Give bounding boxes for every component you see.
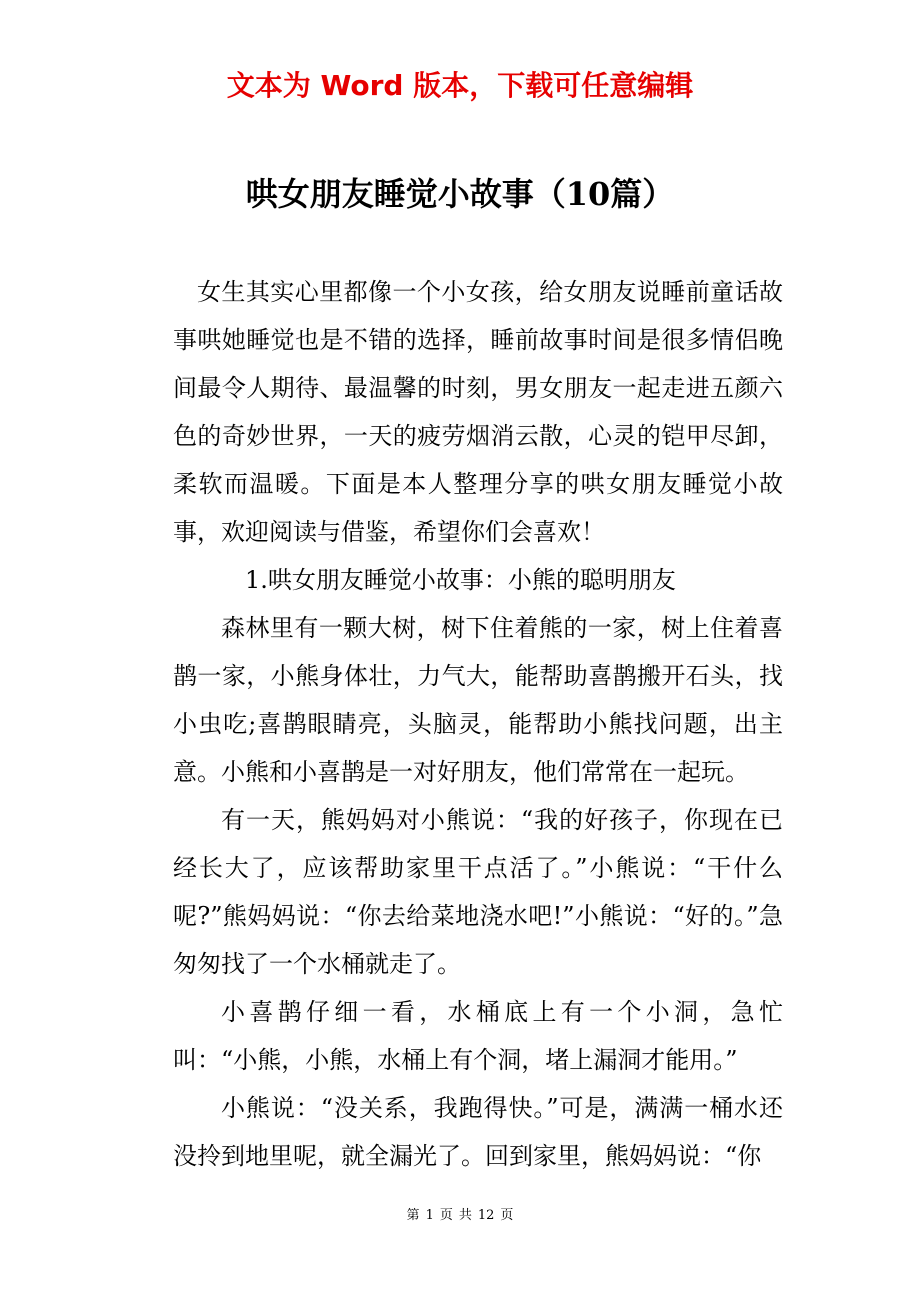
intro-paragraph: 女生其实心里都像一个小女孩，给女朋友说睡前童话故事哄她睡觉也是不错的选择，睡前故事时间是很多情侣晚间最令人期待、最温馨的时刻，男女朋友一起走进五颜六色的奇妙世界，一天的疲劳烟消云散，心灵的铠甲尽卸，柔软而温暖。下面是本人整理分享的哄女朋友睡觉小故事，欢迎阅读与借鉴，希望你们会喜欢！ (173, 278, 783, 546)
document-title: 哄女朋友睡觉小故事（10篇） (245, 175, 675, 213)
page-footer (0, 1206, 920, 1226)
section-heading: 1.哄女朋友睡觉小故事：小熊的聪明朋友 (245, 566, 676, 594)
footer-prefix: 第 (406, 1208, 420, 1223)
footer-total-pages: 12 (477, 1208, 495, 1223)
footer-total-word: 共 (458, 1208, 472, 1223)
document-body (173, 268, 783, 1180)
download-banner: 文本为 Word 版本，下载可任意编辑 (226, 69, 694, 102)
footer-suffix: 页 (500, 1208, 514, 1223)
story-paragraph: 小喜鹊仔细一看，水桶底上有一个小洞，急忙叫：“小熊，小熊，水桶上有个洞，堵上漏洞才能用。” (173, 998, 783, 1074)
story-paragraph: 森林里有一颗大树，树下住着熊的一家，树上住着喜鹊一家，小熊身体壮，力气大，能帮助喜鹊搬开石头，找小虫吃;喜鹊眼睛亮，头脑灵，能帮助小熊找问题，出主意。小熊和小喜鹊是一对好朋友，他们常常在一起玩。 (173, 614, 783, 786)
footer-current-page: 1 (425, 1208, 434, 1223)
story-paragraph: 小熊说：“没关系，我跑得快。”可是，满满一桶水还没拎到地里呢，就全漏光了。回到家里，熊妈妈说：“你 (173, 1094, 783, 1170)
footer-page-word: 页 (439, 1208, 453, 1223)
story-paragraph: 有一天，熊妈妈对小熊说：“我的好孩子，你现在已经长大了，应该帮助家里干点活了。”小熊说：“干什么呢?”熊妈妈说：“你去给菜地浇水吧!”小熊说：“好的。”急匆匆找了一个水桶就走了。 (173, 806, 783, 978)
